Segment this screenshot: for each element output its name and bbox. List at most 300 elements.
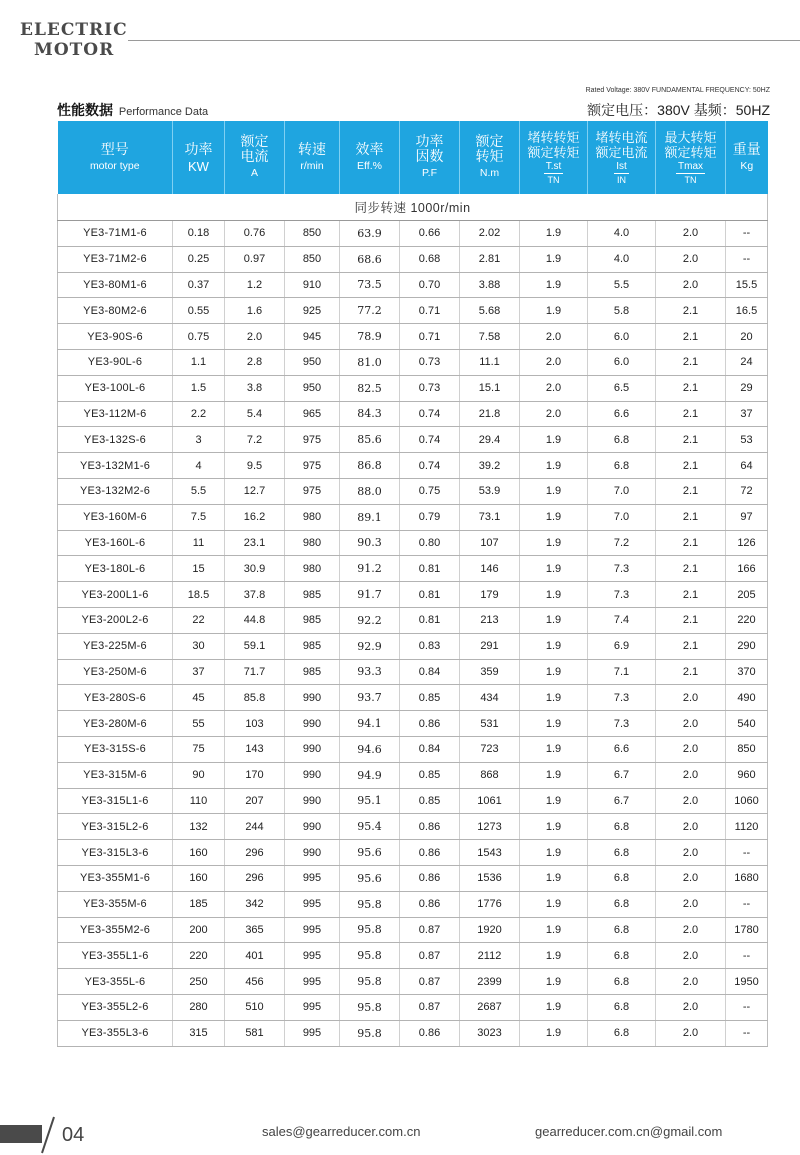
cell-power-factor: 0.66 bbox=[400, 221, 460, 247]
cell-tst-ratio: 1.9 bbox=[520, 943, 588, 969]
cell-power-factor: 0.68 bbox=[400, 246, 460, 272]
cell-speed: 990 bbox=[285, 711, 340, 737]
cell-power-factor: 0.87 bbox=[400, 969, 460, 995]
footer-site: gearreducer.com.cn@gmail.com bbox=[535, 1124, 723, 1139]
table-row bbox=[58, 530, 768, 556]
cell-model: YE3-315L1-6 bbox=[58, 788, 173, 814]
cell-power-factor: 0.86 bbox=[400, 891, 460, 917]
cell-power: 4 bbox=[173, 453, 225, 479]
cell-weight: 37 bbox=[726, 401, 768, 427]
cell-ist-ratio: 6.8 bbox=[588, 814, 656, 840]
cell-torque: 5.68 bbox=[460, 298, 520, 324]
cell-current: 170 bbox=[225, 762, 285, 788]
cell-tmax-ratio: 2.1 bbox=[656, 298, 726, 324]
cell-power-factor: 0.85 bbox=[400, 788, 460, 814]
table-row bbox=[58, 298, 768, 324]
cell-tst-ratio: 1.9 bbox=[520, 478, 588, 504]
cell-speed: 985 bbox=[285, 607, 340, 633]
cell-power: 2.2 bbox=[173, 401, 225, 427]
cell-power-factor: 0.86 bbox=[400, 711, 460, 737]
cell-torque: 291 bbox=[460, 633, 520, 659]
cell-model: YE3-80M1-6 bbox=[58, 272, 173, 298]
cell-current: 44.8 bbox=[225, 607, 285, 633]
cell-tmax-ratio: 2.0 bbox=[656, 891, 726, 917]
cell-current: 12.7 bbox=[225, 478, 285, 504]
cell-torque: 1920 bbox=[460, 917, 520, 943]
cell-power-factor: 0.81 bbox=[400, 582, 460, 608]
cell-weight: 220 bbox=[726, 607, 768, 633]
cell-model: YE3-355L1-6 bbox=[58, 943, 173, 969]
cell-efficiency: 93.3 bbox=[340, 659, 400, 685]
cell-ist-ratio: 5.5 bbox=[588, 272, 656, 298]
cell-current: 1.2 bbox=[225, 272, 285, 298]
cell-power: 30 bbox=[173, 633, 225, 659]
header-locked-torque-ratio: 堵转转矩 额定转矩 $\frac{T.st}{TN}$ bbox=[520, 121, 588, 194]
cell-speed: 990 bbox=[285, 736, 340, 762]
cell-power-factor: 0.74 bbox=[400, 453, 460, 479]
cell-power-factor: 0.81 bbox=[400, 556, 460, 582]
cell-power: 0.18 bbox=[173, 221, 225, 247]
cell-tmax-ratio: 2.0 bbox=[656, 246, 726, 272]
cell-ist-ratio: 7.0 bbox=[588, 478, 656, 504]
cell-power: 200 bbox=[173, 917, 225, 943]
cell-speed: 990 bbox=[285, 762, 340, 788]
cell-weight: 205 bbox=[726, 582, 768, 608]
header-divider bbox=[128, 40, 800, 41]
cell-torque: 7.58 bbox=[460, 324, 520, 350]
cell-efficiency: 95.8 bbox=[340, 969, 400, 995]
cell-torque: 2687 bbox=[460, 994, 520, 1020]
cell-current: 103 bbox=[225, 711, 285, 737]
cell-ist-ratio: 7.1 bbox=[588, 659, 656, 685]
cell-ist-ratio: 6.6 bbox=[588, 401, 656, 427]
cell-torque: 213 bbox=[460, 607, 520, 633]
cell-tmax-ratio: 2.1 bbox=[656, 504, 726, 530]
cell-power-factor: 0.70 bbox=[400, 272, 460, 298]
cell-current: 16.2 bbox=[225, 504, 285, 530]
cell-tst-ratio: 1.9 bbox=[520, 582, 588, 608]
cell-ist-ratio: 6.8 bbox=[588, 840, 656, 866]
cell-weight: 290 bbox=[726, 633, 768, 659]
cell-tst-ratio: 1.9 bbox=[520, 633, 588, 659]
cell-tmax-ratio: 2.1 bbox=[656, 607, 726, 633]
cell-ist-ratio: 7.3 bbox=[588, 582, 656, 608]
cell-weight: 960 bbox=[726, 762, 768, 788]
cell-power-factor: 0.86 bbox=[400, 1020, 460, 1046]
cell-model: YE3-112M-6 bbox=[58, 401, 173, 427]
cell-efficiency: 85.6 bbox=[340, 427, 400, 453]
cell-power-factor: 0.84 bbox=[400, 659, 460, 685]
cell-tst-ratio: 1.9 bbox=[520, 994, 588, 1020]
cell-efficiency: 93.7 bbox=[340, 685, 400, 711]
cell-efficiency: 92.9 bbox=[340, 633, 400, 659]
cell-current: 581 bbox=[225, 1020, 285, 1046]
cell-ist-ratio: 6.9 bbox=[588, 633, 656, 659]
cell-current: 59.1 bbox=[225, 633, 285, 659]
cell-current: 342 bbox=[225, 891, 285, 917]
cell-ist-ratio: 6.7 bbox=[588, 762, 656, 788]
cell-weight: 16.5 bbox=[726, 298, 768, 324]
cell-speed: 950 bbox=[285, 349, 340, 375]
cell-speed: 980 bbox=[285, 530, 340, 556]
cell-tmax-ratio: 2.1 bbox=[656, 530, 726, 556]
cell-efficiency: 94.1 bbox=[340, 711, 400, 737]
cell-torque: 1543 bbox=[460, 840, 520, 866]
cell-power: 5.5 bbox=[173, 478, 225, 504]
cell-power-factor: 0.80 bbox=[400, 530, 460, 556]
header-max-torque-ratio: 最大转矩 额定转矩 $\frac{Tmax}{TN}$ bbox=[656, 121, 726, 194]
table-row bbox=[58, 659, 768, 685]
cell-current: 365 bbox=[225, 917, 285, 943]
cell-efficiency: 63.9 bbox=[340, 221, 400, 247]
cell-speed: 985 bbox=[285, 582, 340, 608]
header-power-factor: 功率 因数 P.F bbox=[400, 121, 460, 194]
cell-speed: 995 bbox=[285, 891, 340, 917]
cell-speed: 980 bbox=[285, 556, 340, 582]
cell-tst-ratio: 1.9 bbox=[520, 711, 588, 737]
cell-tmax-ratio: 2.0 bbox=[656, 685, 726, 711]
cell-ist-ratio: 7.3 bbox=[588, 556, 656, 582]
cell-torque: 15.1 bbox=[460, 375, 520, 401]
cell-current: 2.0 bbox=[225, 324, 285, 350]
cell-model: YE3-100L-6 bbox=[58, 375, 173, 401]
cell-speed: 950 bbox=[285, 375, 340, 401]
cell-weight: 1950 bbox=[726, 969, 768, 995]
cell-power: 1.1 bbox=[173, 349, 225, 375]
cell-weight: -- bbox=[726, 891, 768, 917]
cell-efficiency: 82.5 bbox=[340, 375, 400, 401]
cell-speed: 850 bbox=[285, 246, 340, 272]
cell-torque: 29.4 bbox=[460, 427, 520, 453]
cell-tmax-ratio: 2.0 bbox=[656, 814, 726, 840]
cell-model: YE3-250M-6 bbox=[58, 659, 173, 685]
cell-efficiency: 95.8 bbox=[340, 943, 400, 969]
cell-current: 0.76 bbox=[225, 221, 285, 247]
cell-tmax-ratio: 2.1 bbox=[656, 324, 726, 350]
cell-model: YE3-280S-6 bbox=[58, 685, 173, 711]
cell-power: 90 bbox=[173, 762, 225, 788]
cell-model: YE3-160M-6 bbox=[58, 504, 173, 530]
cell-efficiency: 95.8 bbox=[340, 917, 400, 943]
cell-torque: 2.81 bbox=[460, 246, 520, 272]
cell-tmax-ratio: 2.0 bbox=[656, 711, 726, 737]
cell-speed: 990 bbox=[285, 840, 340, 866]
speed-group-label: 同步转速 1000r/min bbox=[58, 194, 768, 221]
cell-efficiency: 92.2 bbox=[340, 607, 400, 633]
cell-ist-ratio: 6.8 bbox=[588, 427, 656, 453]
cell-power: 0.75 bbox=[173, 324, 225, 350]
cell-speed: 910 bbox=[285, 272, 340, 298]
cell-power: 55 bbox=[173, 711, 225, 737]
cell-tst-ratio: 1.9 bbox=[520, 607, 588, 633]
cell-power-factor: 0.86 bbox=[400, 814, 460, 840]
cell-tmax-ratio: 2.0 bbox=[656, 943, 726, 969]
cell-power: 110 bbox=[173, 788, 225, 814]
cell-ist-ratio: 7.2 bbox=[588, 530, 656, 556]
cell-torque: 1776 bbox=[460, 891, 520, 917]
cell-speed: 990 bbox=[285, 685, 340, 711]
cell-torque: 11.1 bbox=[460, 349, 520, 375]
cell-power-factor: 0.71 bbox=[400, 298, 460, 324]
cell-model: YE3-160L-6 bbox=[58, 530, 173, 556]
cell-torque: 3.88 bbox=[460, 272, 520, 298]
cell-tst-ratio: 1.9 bbox=[520, 427, 588, 453]
cell-speed: 975 bbox=[285, 478, 340, 504]
cell-ist-ratio: 6.8 bbox=[588, 917, 656, 943]
cell-ist-ratio: 6.7 bbox=[588, 788, 656, 814]
cell-torque: 1061 bbox=[460, 788, 520, 814]
cell-efficiency: 73.5 bbox=[340, 272, 400, 298]
cell-power-factor: 0.83 bbox=[400, 633, 460, 659]
rated-voltage-cn: 额定电压：380V 基频：50HZ bbox=[587, 102, 770, 118]
cell-tst-ratio: 1.9 bbox=[520, 762, 588, 788]
cell-speed: 975 bbox=[285, 453, 340, 479]
cell-power: 11 bbox=[173, 530, 225, 556]
cell-current: 0.97 bbox=[225, 246, 285, 272]
table-row bbox=[58, 865, 768, 891]
cell-current: 37.8 bbox=[225, 582, 285, 608]
cell-model: YE3-80M2-6 bbox=[58, 298, 173, 324]
cell-power: 0.55 bbox=[173, 298, 225, 324]
footer-bar bbox=[0, 1125, 42, 1143]
cell-speed: 995 bbox=[285, 865, 340, 891]
cell-speed: 990 bbox=[285, 788, 340, 814]
cell-tmax-ratio: 2.1 bbox=[656, 556, 726, 582]
table-row bbox=[58, 221, 768, 247]
cell-speed: 985 bbox=[285, 659, 340, 685]
header-weight: 重量 Kg bbox=[726, 121, 768, 194]
table-row bbox=[58, 840, 768, 866]
cell-power-factor: 0.86 bbox=[400, 865, 460, 891]
cell-tmax-ratio: 2.1 bbox=[656, 375, 726, 401]
cell-current: 9.5 bbox=[225, 453, 285, 479]
cell-model: YE3-315S-6 bbox=[58, 736, 173, 762]
cell-weight: 540 bbox=[726, 711, 768, 737]
cell-model: YE3-132S-6 bbox=[58, 427, 173, 453]
cell-weight: 370 bbox=[726, 659, 768, 685]
cell-power: 7.5 bbox=[173, 504, 225, 530]
brand-logo bbox=[20, 20, 128, 60]
cell-torque: 2112 bbox=[460, 943, 520, 969]
header-locked-current-ratio: 堵转电流 额定电流 $\frac{\text{Ist}}{IN}$ bbox=[588, 121, 656, 194]
cell-speed: 985 bbox=[285, 633, 340, 659]
cell-model: YE3-315L2-6 bbox=[58, 814, 173, 840]
cell-torque: 1536 bbox=[460, 865, 520, 891]
cell-model: YE3-315M-6 bbox=[58, 762, 173, 788]
cell-tmax-ratio: 2.1 bbox=[656, 582, 726, 608]
cell-weight: 64 bbox=[726, 453, 768, 479]
cell-ist-ratio: 6.0 bbox=[588, 324, 656, 350]
page-title-en: Performance Data bbox=[118, 106, 209, 118]
cell-efficiency: 95.6 bbox=[340, 840, 400, 866]
cell-torque: 107 bbox=[460, 530, 520, 556]
cell-weight: -- bbox=[726, 1020, 768, 1046]
cell-tst-ratio: 1.9 bbox=[520, 246, 588, 272]
cell-model: YE3-132M1-6 bbox=[58, 453, 173, 479]
cell-power: 250 bbox=[173, 969, 225, 995]
cell-ist-ratio: 6.8 bbox=[588, 943, 656, 969]
cell-current: 71.7 bbox=[225, 659, 285, 685]
cell-torque: 73.1 bbox=[460, 504, 520, 530]
performance-table bbox=[57, 121, 768, 1047]
cell-power: 0.37 bbox=[173, 272, 225, 298]
cell-current: 296 bbox=[225, 840, 285, 866]
table-row bbox=[58, 814, 768, 840]
cell-weight: 490 bbox=[726, 685, 768, 711]
cell-tst-ratio: 1.9 bbox=[520, 865, 588, 891]
cell-power-factor: 0.73 bbox=[400, 375, 460, 401]
table-row bbox=[58, 272, 768, 298]
cell-power: 18.5 bbox=[173, 582, 225, 608]
cell-speed: 965 bbox=[285, 401, 340, 427]
cell-speed: 995 bbox=[285, 994, 340, 1020]
cell-ist-ratio: 6.8 bbox=[588, 969, 656, 995]
cell-current: 23.1 bbox=[225, 530, 285, 556]
table-row bbox=[58, 478, 768, 504]
footer-email: sales@gearreducer.com.cn bbox=[262, 1124, 421, 1139]
cell-torque: 434 bbox=[460, 685, 520, 711]
cell-weight: -- bbox=[726, 943, 768, 969]
cell-model: YE3-355L3-6 bbox=[58, 1020, 173, 1046]
cell-speed: 925 bbox=[285, 298, 340, 324]
cell-speed: 990 bbox=[285, 814, 340, 840]
header-torque: 额定 转矩 N.m bbox=[460, 121, 520, 194]
table-row bbox=[58, 788, 768, 814]
cell-tst-ratio: 1.9 bbox=[520, 1020, 588, 1046]
table-row bbox=[58, 711, 768, 737]
cell-ist-ratio: 7.3 bbox=[588, 685, 656, 711]
cell-tmax-ratio: 2.1 bbox=[656, 401, 726, 427]
cell-efficiency: 84.3 bbox=[340, 401, 400, 427]
cell-ist-ratio: 6.8 bbox=[588, 1020, 656, 1046]
cell-tmax-ratio: 2.0 bbox=[656, 221, 726, 247]
cell-efficiency: 91.2 bbox=[340, 556, 400, 582]
cell-tst-ratio: 1.9 bbox=[520, 530, 588, 556]
table-row bbox=[58, 762, 768, 788]
cell-efficiency: 81.0 bbox=[340, 349, 400, 375]
cell-power: 160 bbox=[173, 840, 225, 866]
cell-torque: 146 bbox=[460, 556, 520, 582]
cell-tmax-ratio: 2.0 bbox=[656, 788, 726, 814]
table-row bbox=[58, 994, 768, 1020]
cell-power-factor: 0.81 bbox=[400, 607, 460, 633]
cell-power: 280 bbox=[173, 994, 225, 1020]
cell-model: YE3-71M2-6 bbox=[58, 246, 173, 272]
cell-weight: 1060 bbox=[726, 788, 768, 814]
table-row bbox=[58, 736, 768, 762]
cell-power-factor: 0.79 bbox=[400, 504, 460, 530]
table-row bbox=[58, 943, 768, 969]
cell-ist-ratio: 7.4 bbox=[588, 607, 656, 633]
cell-power-factor: 0.87 bbox=[400, 994, 460, 1020]
cell-efficiency: 95.6 bbox=[340, 865, 400, 891]
footer-slash-decoration bbox=[38, 1115, 58, 1155]
cell-speed: 995 bbox=[285, 943, 340, 969]
cell-current: 3.8 bbox=[225, 375, 285, 401]
cell-tst-ratio: 1.9 bbox=[520, 272, 588, 298]
cell-tmax-ratio: 2.0 bbox=[656, 1020, 726, 1046]
page-number: 04 bbox=[62, 1124, 85, 1146]
cell-speed: 850 bbox=[285, 221, 340, 247]
cell-tst-ratio: 2.0 bbox=[520, 375, 588, 401]
table-row bbox=[58, 401, 768, 427]
cell-efficiency: 94.6 bbox=[340, 736, 400, 762]
cell-model: YE3-200L1-6 bbox=[58, 582, 173, 608]
cell-torque: 179 bbox=[460, 582, 520, 608]
cell-weight: 1680 bbox=[726, 865, 768, 891]
table-row bbox=[58, 633, 768, 659]
table-row bbox=[58, 917, 768, 943]
table-row bbox=[58, 969, 768, 995]
cell-weight: 850 bbox=[726, 736, 768, 762]
cell-tst-ratio: 1.9 bbox=[520, 685, 588, 711]
cell-efficiency: 88.0 bbox=[340, 478, 400, 504]
cell-current: 510 bbox=[225, 994, 285, 1020]
cell-power-factor: 0.74 bbox=[400, 427, 460, 453]
cell-tst-ratio: 1.9 bbox=[520, 814, 588, 840]
cell-model: YE3-225M-6 bbox=[58, 633, 173, 659]
cell-power-factor: 0.74 bbox=[400, 401, 460, 427]
cell-current: 85.8 bbox=[225, 685, 285, 711]
cell-ist-ratio: 6.5 bbox=[588, 375, 656, 401]
header-current: 额定 电流 A bbox=[225, 121, 285, 194]
cell-tst-ratio: 1.9 bbox=[520, 221, 588, 247]
cell-tst-ratio: 1.9 bbox=[520, 840, 588, 866]
cell-power: 0.25 bbox=[173, 246, 225, 272]
cell-efficiency: 86.8 bbox=[340, 453, 400, 479]
cell-torque: 531 bbox=[460, 711, 520, 737]
cell-ist-ratio: 7.0 bbox=[588, 504, 656, 530]
cell-tst-ratio: 1.9 bbox=[520, 788, 588, 814]
cell-power: 220 bbox=[173, 943, 225, 969]
cell-torque: 1273 bbox=[460, 814, 520, 840]
header-speed: 转速 r/min bbox=[285, 121, 340, 194]
cell-ist-ratio: 6.8 bbox=[588, 453, 656, 479]
cell-efficiency: 78.9 bbox=[340, 324, 400, 350]
cell-power: 185 bbox=[173, 891, 225, 917]
cell-tst-ratio: 2.0 bbox=[520, 349, 588, 375]
cell-model: YE3-180L-6 bbox=[58, 556, 173, 582]
cell-tst-ratio: 1.9 bbox=[520, 453, 588, 479]
table-row bbox=[58, 375, 768, 401]
cell-torque: 868 bbox=[460, 762, 520, 788]
table-row bbox=[58, 349, 768, 375]
page-title bbox=[57, 100, 208, 120]
table-row bbox=[58, 324, 768, 350]
cell-torque: 723 bbox=[460, 736, 520, 762]
cell-ist-ratio: 5.8 bbox=[588, 298, 656, 324]
cell-current: 456 bbox=[225, 969, 285, 995]
cell-current: 2.8 bbox=[225, 349, 285, 375]
cell-tmax-ratio: 2.0 bbox=[656, 917, 726, 943]
cell-efficiency: 95.4 bbox=[340, 814, 400, 840]
header-efficiency: 效率 Eff.% bbox=[340, 121, 400, 194]
cell-torque: 2.02 bbox=[460, 221, 520, 247]
header-model: 型号 motor type bbox=[58, 121, 173, 194]
cell-weight: 20 bbox=[726, 324, 768, 350]
cell-tmax-ratio: 2.1 bbox=[656, 478, 726, 504]
table-row bbox=[58, 556, 768, 582]
cell-power: 37 bbox=[173, 659, 225, 685]
cell-efficiency: 90.3 bbox=[340, 530, 400, 556]
cell-tmax-ratio: 2.0 bbox=[656, 969, 726, 995]
table-row bbox=[58, 427, 768, 453]
cell-weight: -- bbox=[726, 994, 768, 1020]
cell-torque: 359 bbox=[460, 659, 520, 685]
cell-power: 315 bbox=[173, 1020, 225, 1046]
cell-power-factor: 0.75 bbox=[400, 478, 460, 504]
cell-tmax-ratio: 2.0 bbox=[656, 840, 726, 866]
